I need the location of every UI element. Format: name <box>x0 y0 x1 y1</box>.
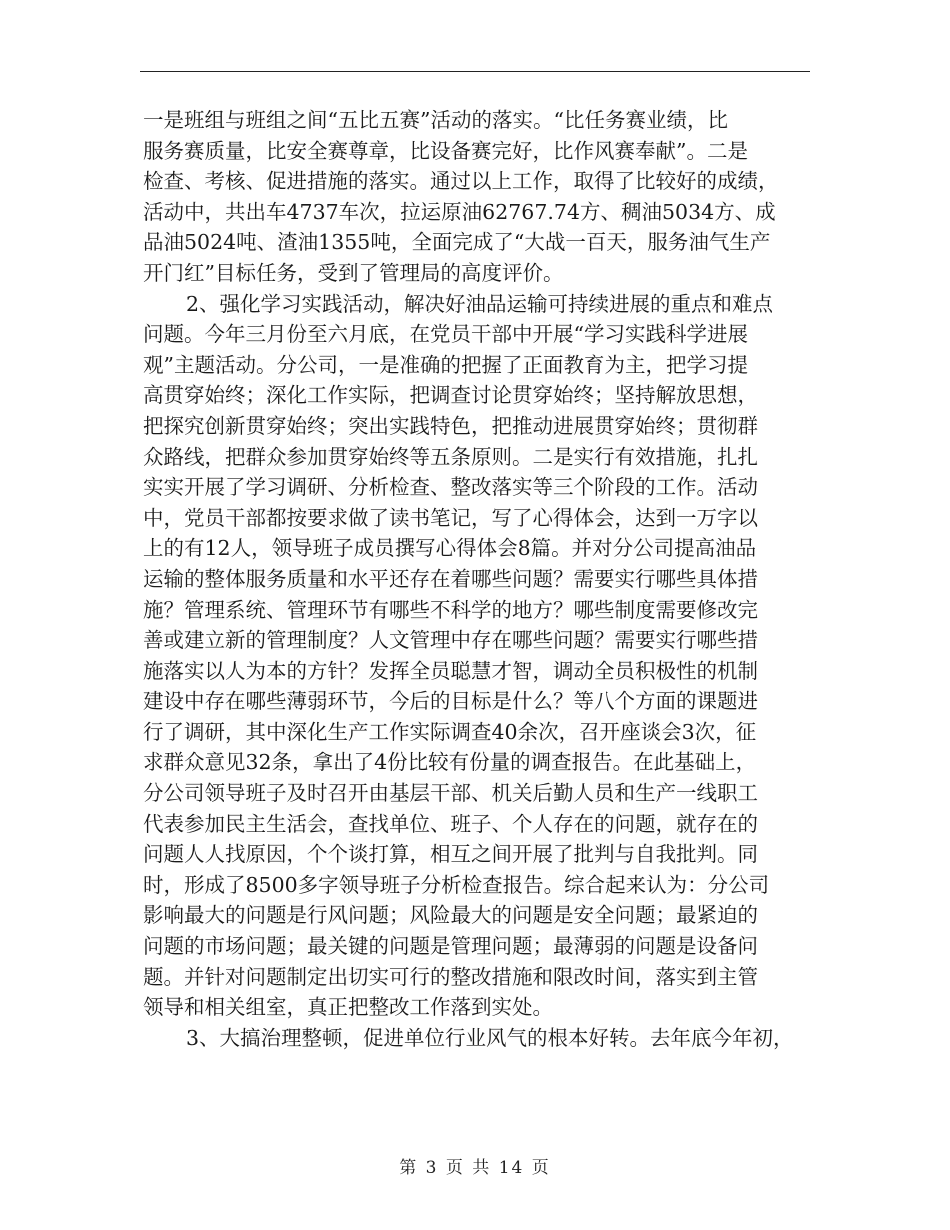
text-line: 活动中，共出车4737车次，拉运原油62767.74方、稠油5034方、成 <box>143 199 776 224</box>
text-line: 把探究创新贯穿始终；突出实践特色，把推动进展贯穿始终；贯彻群 <box>143 413 758 438</box>
body-text <box>143 105 823 1053</box>
text-line: 分公司领导班子及时召开由基层干部、机关后勤人员和生产一线职工 <box>143 781 758 806</box>
text-line: 代表参加民主生活会，查找单位、班子、个人存在的问题，就存在的 <box>143 811 758 836</box>
text-line: 题。并针对问题制定出切实可行的整改措施和限改时间，落实到主管 <box>143 964 758 989</box>
page-number-footer: 第 3 页 共 14 页 <box>399 1158 551 1178</box>
text-line: 求群众意见32条，拿出了4份比较有份量的调查报告。在此基础上， <box>143 750 757 775</box>
text-line: 施？管理系统、管理环节有哪些不科学的地方？哪些制度需要修改完 <box>143 597 758 622</box>
paragraph-start-line: 3、大搞治理整顿，促进单位行业风气的根本好转。去年底今年初， <box>186 1025 794 1050</box>
text-line: 善或建立新的管理制度？人文管理中存在哪些问题？需要实行哪些措 <box>143 628 758 653</box>
text-line: 问题。今年三月份至六月底，在党员干部中开展“学习实践科学进展 <box>143 322 748 347</box>
text-line: 品油5024吨、渣油1355吨，全面完成了“大战一百天，服务油气生产 <box>143 230 771 255</box>
text-line: 行了调研，其中深化生产工作实际调查40余次，召开座谈会3次，征 <box>143 719 757 744</box>
text-line: 问题人人找原因，个个谈打算，相互之间开展了批判与自我批判。同 <box>143 842 758 867</box>
text-line: 众路线，把群众参加贯穿始终等五条原则。二是实行有效措施，扎扎 <box>143 444 758 469</box>
paragraph-start-line: 2、强化学习实践活动，解决好油品运输可持续进展的重点和难点 <box>186 291 774 316</box>
text-line: 问题的市场问题；最关键的问题是管理问题；最薄弱的问题是设备问 <box>143 934 758 959</box>
text-line: 观”主题活动。分公司，一是准确的把握了正面教育为主，把学习提 <box>143 352 748 377</box>
text-line: 建设中存在哪些薄弱环节，今后的目标是什么？等八个方面的课题进 <box>143 689 758 714</box>
text-line: 检查、考核、促进措施的落实。通过以上工作，取得了比较好的成绩， <box>143 169 779 194</box>
text-line: 领导和相关组室，真正把整改工作落到实处。 <box>143 995 553 1020</box>
text-line: 时，形成了8500多字领导班子分析检查报告。综合起来认为：分公司 <box>143 872 770 897</box>
text-line: 影响最大的问题是行风问题；风险最大的问题是安全问题；最紧迫的 <box>143 903 758 928</box>
text-line: 高贯穿始终；深化工作实际，把调查讨论贯穿始终；坚持解放思想， <box>143 383 758 408</box>
text-line: 中，党员干部都按要求做了读书笔记，写了心得体会，达到一万字以 <box>143 505 758 530</box>
text-line: 实实开展了学习调研、分析检查、整改落实等三个阶段的工作。活动 <box>143 475 758 500</box>
text-line: 施落实以人为本的方针？发挥全员聪慧才智，调动全员积极性的机制 <box>143 658 758 683</box>
text-line: 上的有12人，领导班子成员撰写心得体会8篇。并对分公司提高油品 <box>143 536 757 561</box>
text-line: 运输的整体服务质量和水平还存在着哪些问题？需要实行哪些具体措 <box>143 566 758 591</box>
text-line: 一是班组与班组之间“五比五赛”活动的落实。“比任务赛业绩，比 <box>143 108 728 132</box>
text-line: 服务赛质量，比安全赛尊章，比设备赛完好，比作风赛奉献”。二是 <box>143 138 748 163</box>
text-line: 开门红”目标任务，受到了管理局的高度评价。 <box>143 260 564 285</box>
header-rule <box>140 71 810 72</box>
